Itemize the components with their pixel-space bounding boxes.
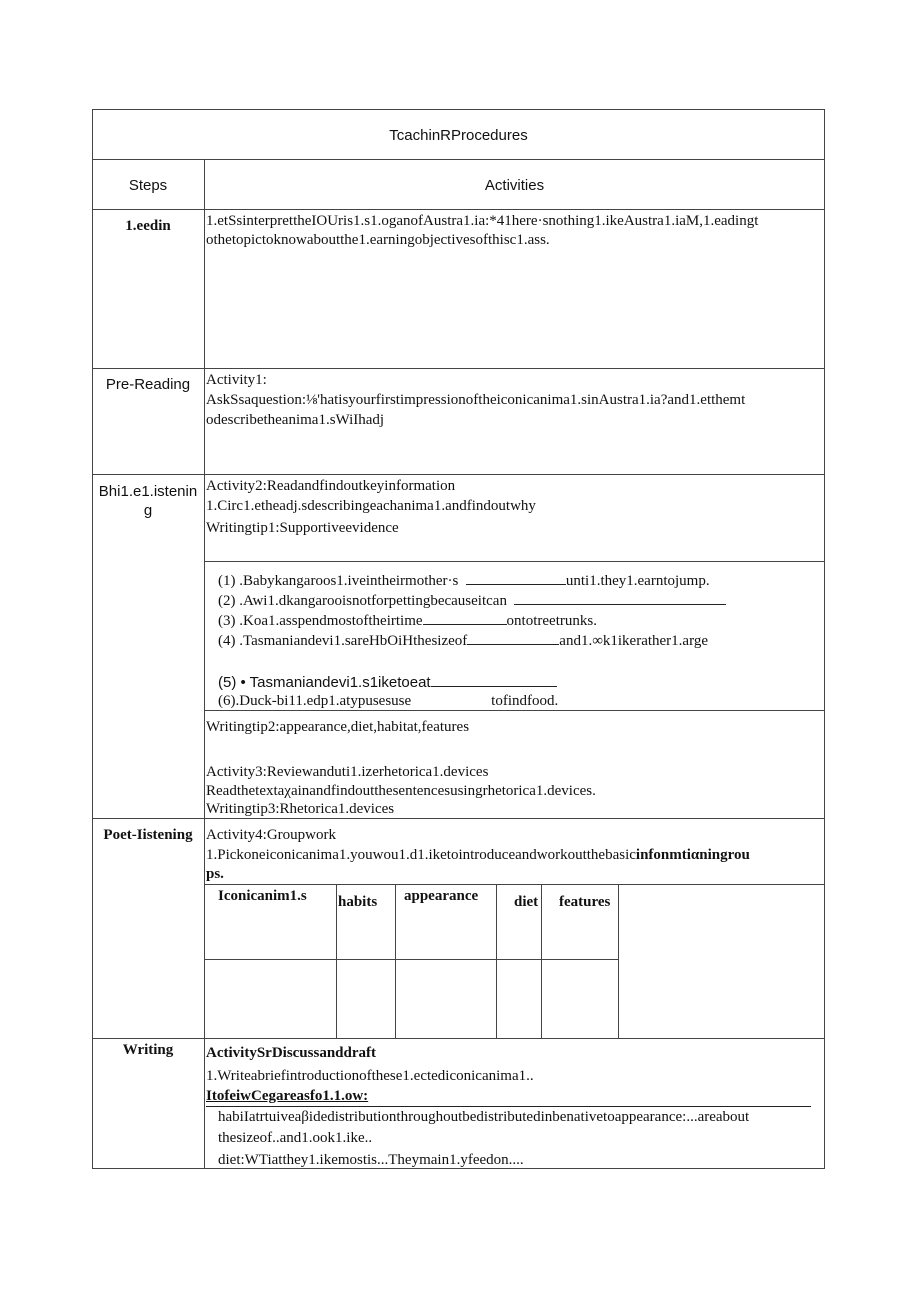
prereading-activity1: Activity1: xyxy=(206,372,267,388)
framework-appearance: thesizeof..and1.ook1.ike.. xyxy=(218,1130,373,1146)
prereading-text-1: AskSsaquestion:⅛'hatisyourfirstimpressionoftheiconicanima1.sinAustra1.ia?and1.etthemt xyxy=(206,392,746,408)
activity2-task: 1.Circ1.etheadj.sdescribingeachanima1.andfindoutwhy xyxy=(206,498,536,514)
cell-divider xyxy=(204,561,825,562)
sentence-2: (2) .Awi1.dkangarooisnotforpettingbecauseitcan xyxy=(218,590,726,611)
activity5-title: ActivitySrDiscussanddraft xyxy=(206,1045,377,1061)
writing-tip-1: Writingtip1:Supportiveevidence xyxy=(206,520,399,536)
step-postlistening: Poet-Iistening xyxy=(103,827,193,843)
step-writing: Writing xyxy=(122,1042,174,1058)
sentence-5: (5) • Tasmaniandevi1.s1iketoeat xyxy=(218,672,557,692)
cell-divider xyxy=(204,884,825,885)
row-divider xyxy=(92,209,825,210)
activity4-task: 1.Pickoneiconicanima1.youwou1.d1.iketointroduceandworkoutthebasicinfonmtiαningrou xyxy=(206,847,750,863)
leadin-text-2: othetopictoknowaboutthe1.earningobjectivesofthisc1.ass. xyxy=(206,232,550,248)
step-leadin: 1.eedin xyxy=(125,218,171,234)
sentence-3: (3) .Koa1.asspendmostoftheirtime ontotreetrunks. xyxy=(218,610,597,631)
col-header-habits: habits xyxy=(338,894,378,910)
activity2-title: Activity2:Readandfindoutkeyinformation xyxy=(206,478,456,494)
row-divider xyxy=(92,474,825,475)
row-divider xyxy=(92,1038,825,1039)
inner-table-col xyxy=(336,884,337,1038)
sentence-4: (4) .Tasmaniandevi1.sareHbOiHthesizeof and1.∞k1ikerather1.arge xyxy=(218,630,708,651)
activity4-task-cont: ps. xyxy=(206,866,224,882)
col-header-diet: diet xyxy=(514,894,539,910)
leadin-text-1: 1.etSsinterprettheIOUris1.s1.oganofAustra1.ia:*41here·snothing1.ikeAustra1.iaM,1.eadingt xyxy=(206,213,759,229)
framework-habitat: habiIatrtuiveaβidedistributionthroughoutbedistributedinbenativetoappearance:...areabout xyxy=(218,1109,750,1125)
step-whilelistening-cont: g xyxy=(143,502,153,519)
steps-header: Steps xyxy=(128,177,168,194)
activity4-title: Activity4:Groupwork xyxy=(206,827,336,843)
col-header-appearance: appearance xyxy=(404,888,479,904)
sentence-6: (6).Duck-bi11.edp1.atypusesuse tofindfood. xyxy=(218,693,559,709)
column-divider xyxy=(204,159,205,1169)
inner-table-col xyxy=(395,884,396,1038)
row-divider xyxy=(92,159,825,160)
writing-tip-2: Writingtip2:appearance,diet,habitat,features xyxy=(206,719,470,735)
row-divider xyxy=(92,368,825,369)
step-prereading: Pre-Reading xyxy=(105,376,191,393)
activity3-task: Readthetextaχainandfindoutthesentencesusingrhetorica1.devices. xyxy=(206,783,596,799)
framework-heading: ItofeiwCegareasfo1.1.ow: xyxy=(206,1087,811,1107)
writing-tip-3: Writingtip3:Rhetorica1.devices xyxy=(206,801,395,817)
inner-table-col xyxy=(496,884,497,1038)
inner-table-divider xyxy=(204,959,618,960)
inner-table-col xyxy=(541,884,542,1038)
step-whilelistening: Bhi1.e1.istenin xyxy=(98,483,198,500)
framework-diet: diet:WTiatthey1.ikemostis...Theymain1.yfeedon.... xyxy=(218,1152,524,1168)
row-divider xyxy=(92,818,825,819)
col-header-animals: Iconicanim1.s xyxy=(218,888,307,904)
activity5-task: 1.Writeabriefintroductionofthese1.ectediconicanima1.. xyxy=(206,1068,534,1084)
prereading-text-2: odescribetheanima1.sWiIhadj xyxy=(206,412,385,428)
table-title: TcachinRProcedures xyxy=(389,127,528,144)
activities-header: Activities xyxy=(484,177,545,194)
inner-table-col xyxy=(618,884,619,1038)
col-header-features: features xyxy=(559,894,611,910)
sentence-1: (1) .Babykangaroos1.iveintheirmother·s unti1.they1.earntojump. xyxy=(218,570,710,591)
activity3-title: Activity3:Reviewanduti1.izerhetorica1.devices xyxy=(206,764,489,780)
